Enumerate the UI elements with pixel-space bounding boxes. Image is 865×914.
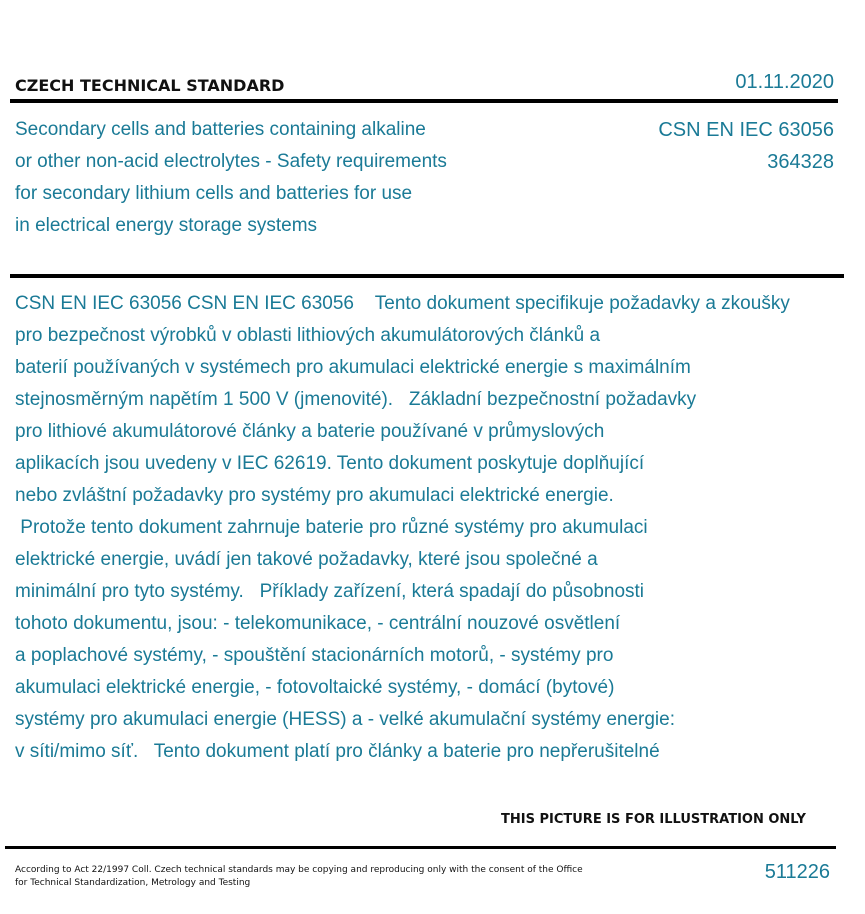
footer-divider bbox=[5, 846, 836, 849]
publication-date: 01.11.2020 bbox=[735, 71, 834, 93]
title-line: in electrical energy storage systems bbox=[15, 215, 318, 236]
abstract-line: elektrické energie, uvádí jen takové požadavky, které jsou společné a bbox=[15, 549, 598, 570]
standard-identifiers bbox=[658, 114, 834, 178]
standard-number: 364328 bbox=[767, 151, 834, 173]
abstract-line: a poplachové systémy, - spouštění stacionárních motorů, - systémy pro bbox=[15, 645, 614, 666]
title-divider bbox=[10, 274, 844, 278]
copyright-line: for Technical Standardization, Metrology and Testing bbox=[15, 878, 251, 888]
abstract-line: akumulaci elektrické energie, - fotovoltaické systémy, - domácí (bytové) bbox=[15, 677, 615, 698]
abstract-line: v síti/mimo síť. Tento dokument platí pro články a baterie pro nepřerušitelné bbox=[15, 741, 660, 762]
document-code: 511226 bbox=[764, 861, 830, 883]
abstract-line: minimální pro tyto systémy. Příklady zařízení, která spadají do působnosti bbox=[15, 581, 645, 602]
abstract-line: Protože tento dokument zahrnuje baterie pro různé systémy pro akumulaci bbox=[15, 517, 648, 538]
illustration-disclaimer: THIS PICTURE IS FOR ILLUSTRATION ONLY bbox=[501, 812, 806, 827]
standard-code: CSN EN IEC 63056 bbox=[658, 119, 834, 141]
title-line: for secondary lithium cells and batteries for use bbox=[15, 183, 413, 204]
abstract-line: aplikacích jsou uvedeny v IEC 62619. Tento dokument poskytuje doplňující bbox=[15, 453, 645, 474]
abstract-text bbox=[15, 288, 865, 768]
title-line: Secondary cells and batteries containing alkaline bbox=[15, 119, 426, 140]
header-divider bbox=[10, 99, 838, 103]
copyright-notice bbox=[15, 864, 615, 890]
abstract-line: CSN EN IEC 63056 CSN EN IEC 63056 Tento dokument specifikuje požadavky a zkoušky bbox=[15, 293, 790, 314]
abstract-line: stejnosměrným napětím 1 500 V (jmenovité). Základní bezpečnostní požadavky bbox=[15, 389, 697, 410]
title-line: or other non-acid electrolytes - Safety requirements bbox=[15, 151, 447, 172]
abstract-line: baterií používaných v systémech pro akumulaci elektrické energie s maximálním bbox=[15, 357, 691, 378]
abstract-line: pro bezpečnost výrobků v oblasti lithiových akumulátorových článků a bbox=[15, 325, 601, 346]
document-type-label: CZECH TECHNICAL STANDARD bbox=[15, 76, 285, 95]
abstract-line: pro lithiové akumulátorové články a baterie používané v průmyslových bbox=[15, 421, 605, 442]
copyright-line: According to Act 22/1997 Coll. Czech technical standards may be copying and reproducing only with the consent of the Office bbox=[15, 865, 583, 875]
abstract-line: nebo zvláštní požadavky pro systémy pro akumulaci elektrické energie. bbox=[15, 485, 614, 506]
abstract-line: tohoto dokumentu, jsou: - telekomunikace, - centrální nouzové osvětlení bbox=[15, 613, 621, 634]
standard-title bbox=[15, 114, 575, 242]
abstract-line: systémy pro akumulaci energie (HESS) a - velké akumulační systémy energie: bbox=[15, 709, 675, 730]
